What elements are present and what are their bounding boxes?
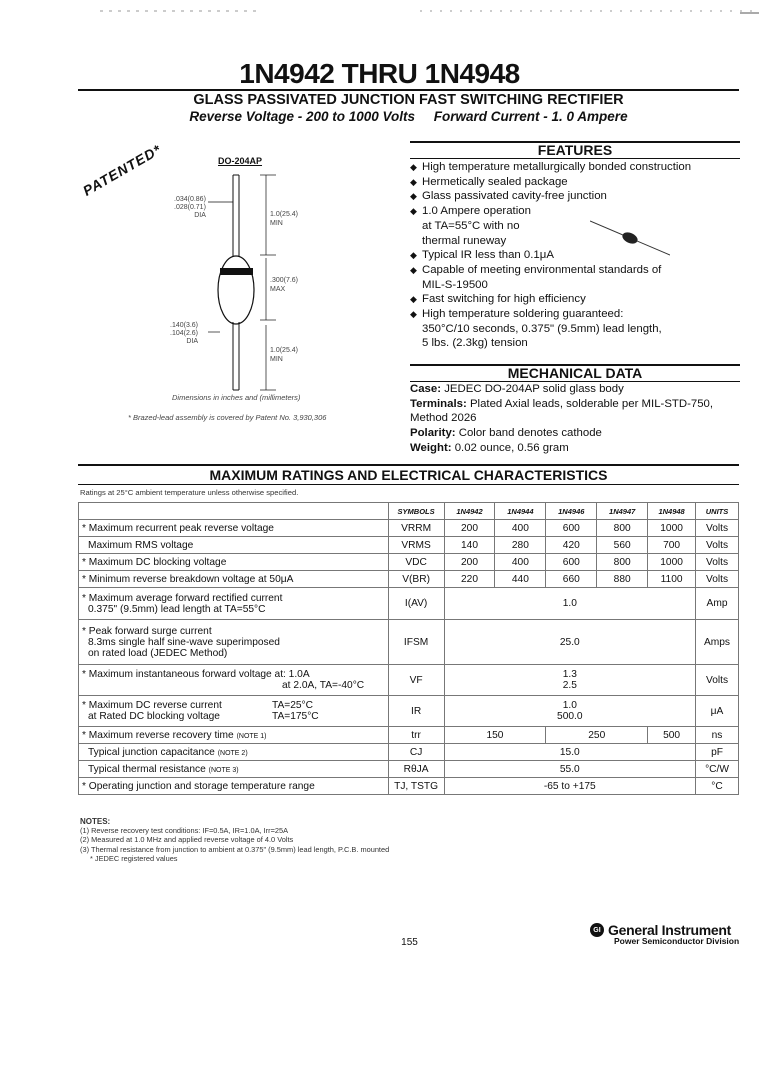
ratings-condition-note: Ratings at 25°C ambient temperature unless otherwise specified. <box>80 488 299 497</box>
package-label: DO-204AP <box>218 156 263 166</box>
header-1n4946: 1N4946 <box>546 503 597 520</box>
feature-item-cont: 5 lbs. (2.3kg) tension <box>422 337 528 350</box>
table-row: * Minimum reverse breakdown voltage at 50μA V(BR) 220 440 660 880 1100 Volts <box>79 571 739 588</box>
notes-heading: NOTES: <box>80 817 111 826</box>
header-1n4944: 1N4944 <box>495 503 546 520</box>
table-row: * Maximum reverse recovery time (NOTE 1) trr 150 250 500 ns <box>79 727 739 744</box>
note-item: (2) Measured at 1.0 MHz and applied reverse voltage of 4.0 Volts <box>80 835 294 845</box>
dim-lead-dia-label: DIA <box>194 212 206 219</box>
header-1n4942: 1N4942 <box>444 503 495 520</box>
feature-item: ◆ Typical IR less than 0.1μA <box>410 249 554 262</box>
feature-item-cont: 350°C/10 seconds, 0.375" (9.5mm) lead length, <box>422 322 662 335</box>
header-symbols: SYMBOLS <box>388 503 444 520</box>
gi-logo: GI <box>590 923 604 937</box>
table-row: * Maximum recurrent peak reverse voltage VRRM 200 400 600 800 1000 Volts <box>79 520 739 537</box>
header-1n4947: 1N4947 <box>597 503 648 520</box>
dim-lead-dia-min: .028(0.71) <box>174 204 206 211</box>
brand-name: General Instrument <box>608 922 731 938</box>
ratings-top-rule <box>78 464 739 466</box>
top-edge-marks <box>0 0 759 20</box>
table-row: Maximum RMS voltage VRMS 140 280 420 560 700 Volts <box>79 537 739 554</box>
mech-heading: MECHANICAL DATA <box>507 365 643 381</box>
table-row: * Peak forward surge current 8.3ms single half sine-wave superimposed on rated load (JEDEC Method) IFSM 25.0 Amps <box>79 620 739 665</box>
note-item: (1) Reverse recovery test conditions: IF=0.5A, IR=1.0A, Irr=25A <box>80 826 289 836</box>
dim-body-length-max: MAX <box>270 286 286 293</box>
table-row: * Maximum DC reverse current TA=25°C at Rated DC blocking voltage TA=175°C IR 1.0 500.0 μA <box>79 696 739 727</box>
dim-body-dia-label: DIA <box>186 338 199 345</box>
title-rule <box>78 89 739 91</box>
header-desc <box>79 503 389 520</box>
note-item: (3) Thermal resistance from junction to ambient at 0.375" (9.5mm) lead length, P.C.B. mounted <box>80 844 390 854</box>
dim-body-length: .300(7.6) <box>270 277 299 284</box>
features-list <box>410 160 740 351</box>
ratings-bottom-rule <box>78 484 739 485</box>
table-row: * Maximum average forward rectified current 0.375" (9.5mm) lead length at TA=55°C I(AV) 1.0 Amp <box>79 588 739 620</box>
package-diagram <box>78 140 408 440</box>
ratings-table <box>78 502 739 795</box>
feature-item: ◆ High temperature soldering guaranteed: <box>410 308 624 321</box>
notes-section <box>80 817 389 863</box>
features-bottom-rule <box>410 158 740 159</box>
dimension-note: Dimensions in inches and (millimeters) <box>172 393 301 402</box>
mechanical-data <box>410 382 740 456</box>
mech-terminals: Terminals: Plated Axial leads, solderable per MIL-STD-750, <box>410 397 714 410</box>
note-item: * JEDEC registered values <box>90 853 178 863</box>
table-row: * Operating junction and storage temperature range TJ, TSTG -65 to +175 °C <box>79 778 739 795</box>
subtitle: GLASS PASSIVATED JUNCTION FAST SWITCHING RECTIFIER <box>193 92 624 108</box>
table-row: Typical junction capacitance (NOTE 2) CJ 15.0 pF <box>79 744 739 761</box>
subtitle-ratings: Reverse Voltage - 200 to 1000 Volts Forward Current - 1. 0 Ampere <box>189 109 628 124</box>
feature-item: ◆ Hermetically sealed package <box>410 175 568 188</box>
feature-item-cont: at TA=55°C with no <box>422 219 520 232</box>
feature-item: ◆ Glass passivated cavity-free junction <box>410 190 607 203</box>
table-row: * Maximum instantaneous forward voltage at: 1.0A at 2.0A, TA=-40°C VF 1.3 2.5 Volts <box>79 665 739 696</box>
dim-lead-dia-max: .034(0.86) <box>174 196 206 203</box>
feature-item: ◆ Fast switching for high efficiency <box>410 293 586 306</box>
dim-lead-length-bottom-min: MIN <box>270 356 283 363</box>
header-units: UNITS <box>696 503 739 520</box>
feature-item-cont: thermal runeway <box>422 234 507 247</box>
dim-lead-length-top: 1.0(25.4) <box>270 211 299 218</box>
header-1n4948: 1N4948 <box>648 503 696 520</box>
diode-photo <box>590 215 670 260</box>
mech-weight: Weight: 0.02 ounce, 0.56 gram <box>410 441 569 454</box>
table-row: * Maximum DC blocking voltage VDC 200 400 600 800 1000 Volts <box>79 554 739 571</box>
brand-division: Power Semiconductor Division <box>614 936 740 946</box>
dim-lead-length-top-min: MIN <box>270 220 283 227</box>
feature-item-cont: MIL-S-19500 <box>422 278 488 291</box>
patented-stamp: PATENTED* <box>80 141 165 199</box>
feature-item: ◆ High temperature metallurgically bonded construction <box>410 161 692 173</box>
dim-lead-length-bottom: 1.0(25.4) <box>270 347 299 354</box>
table-header-row <box>79 503 739 520</box>
table-row: Typical thermal resistance (NOTE 3) RθJA 55.0 °C/W <box>79 761 739 778</box>
features-heading: FEATURES <box>537 142 613 158</box>
mech-polarity: Polarity: Color band denotes cathode <box>410 427 602 440</box>
dim-body-dia-max: .140(3.6) <box>170 322 199 329</box>
mech-terminals-cont: Method 2026 <box>410 412 477 425</box>
mech-case: Case: JEDEC DO-204AP solid glass body <box>410 383 624 395</box>
page-number: 155 <box>401 937 418 948</box>
ratings-heading: MAXIMUM RATINGS AND ELECTRICAL CHARACTERISTICS <box>209 467 608 483</box>
brazed-lead-note: * Brazed-lead assembly is covered by Patent No. 3,930,306 <box>128 413 327 422</box>
page-title: 1N4942 THRU 1N4948 <box>239 58 520 89</box>
dim-body-dia-min: .104(2.6) <box>170 330 199 337</box>
feature-item: ◆ Capable of meeting environmental standards of <box>410 263 662 276</box>
feature-item: ◆ 1.0 Ampere operation <box>410 205 531 218</box>
